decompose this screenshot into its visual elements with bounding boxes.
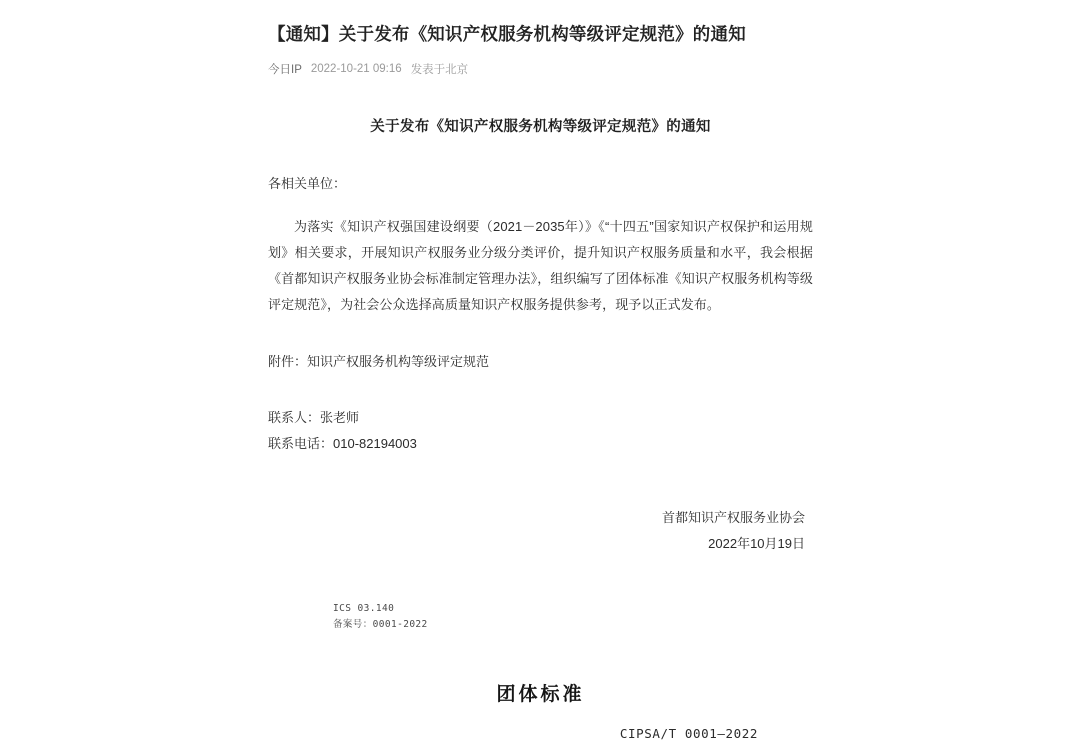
document-paragraph: 为落实《知识产权强国建设纲要（2021－2035年）》《“十四五”国家知识产权保护和运用规划》相关要求，开展知识产权服务业分级分类评价，提升知识产权服务质量和水平，我会根据《首都知识产权服务业协会标准制定管理办法》，组织编写了团体标准《知识产权服务机构等级评定规范》，为社会公众选择高质量知识产权服务提供参考，现予以正式发布。 — [268, 219, 813, 313]
post-location: 发表于北京 — [410, 63, 469, 76]
contact-person: 联系人：张老师 — [268, 409, 360, 425]
contact-block — [268, 405, 813, 457]
standard-heading: 团体标准 — [496, 684, 585, 706]
standard-code: CIPSA/T 0001—2022 — [619, 726, 758, 741]
document-signature — [268, 505, 813, 557]
document-attachment: 附件：知识产权服务机构等级评定规范 — [268, 354, 490, 370]
issuer-name: 首都知识产权服务业协会 — [661, 509, 805, 525]
post-datetime: 2022-10-21 09:16 — [310, 62, 402, 75]
standard-ics: ICS 03.140 — [333, 602, 395, 614]
document-salutation: 各相关单位： — [268, 175, 347, 191]
standard-meta — [268, 601, 813, 633]
standard-record-number: 备案号：0001-2022 — [333, 619, 428, 631]
contact-phone: 联系电话：010-82194003 — [268, 435, 417, 451]
post-meta — [268, 61, 813, 77]
issue-date: 2022年10月19日 — [708, 535, 805, 551]
post-source[interactable]: 今日IP — [268, 63, 302, 76]
article-container — [268, 0, 813, 741]
page-title: 【通知】关于发布《知识产权服务机构等级评定规范》的通知 — [268, 24, 746, 44]
document-title: 关于发布《知识产权服务机构等级评定规范》的通知 — [370, 118, 711, 135]
